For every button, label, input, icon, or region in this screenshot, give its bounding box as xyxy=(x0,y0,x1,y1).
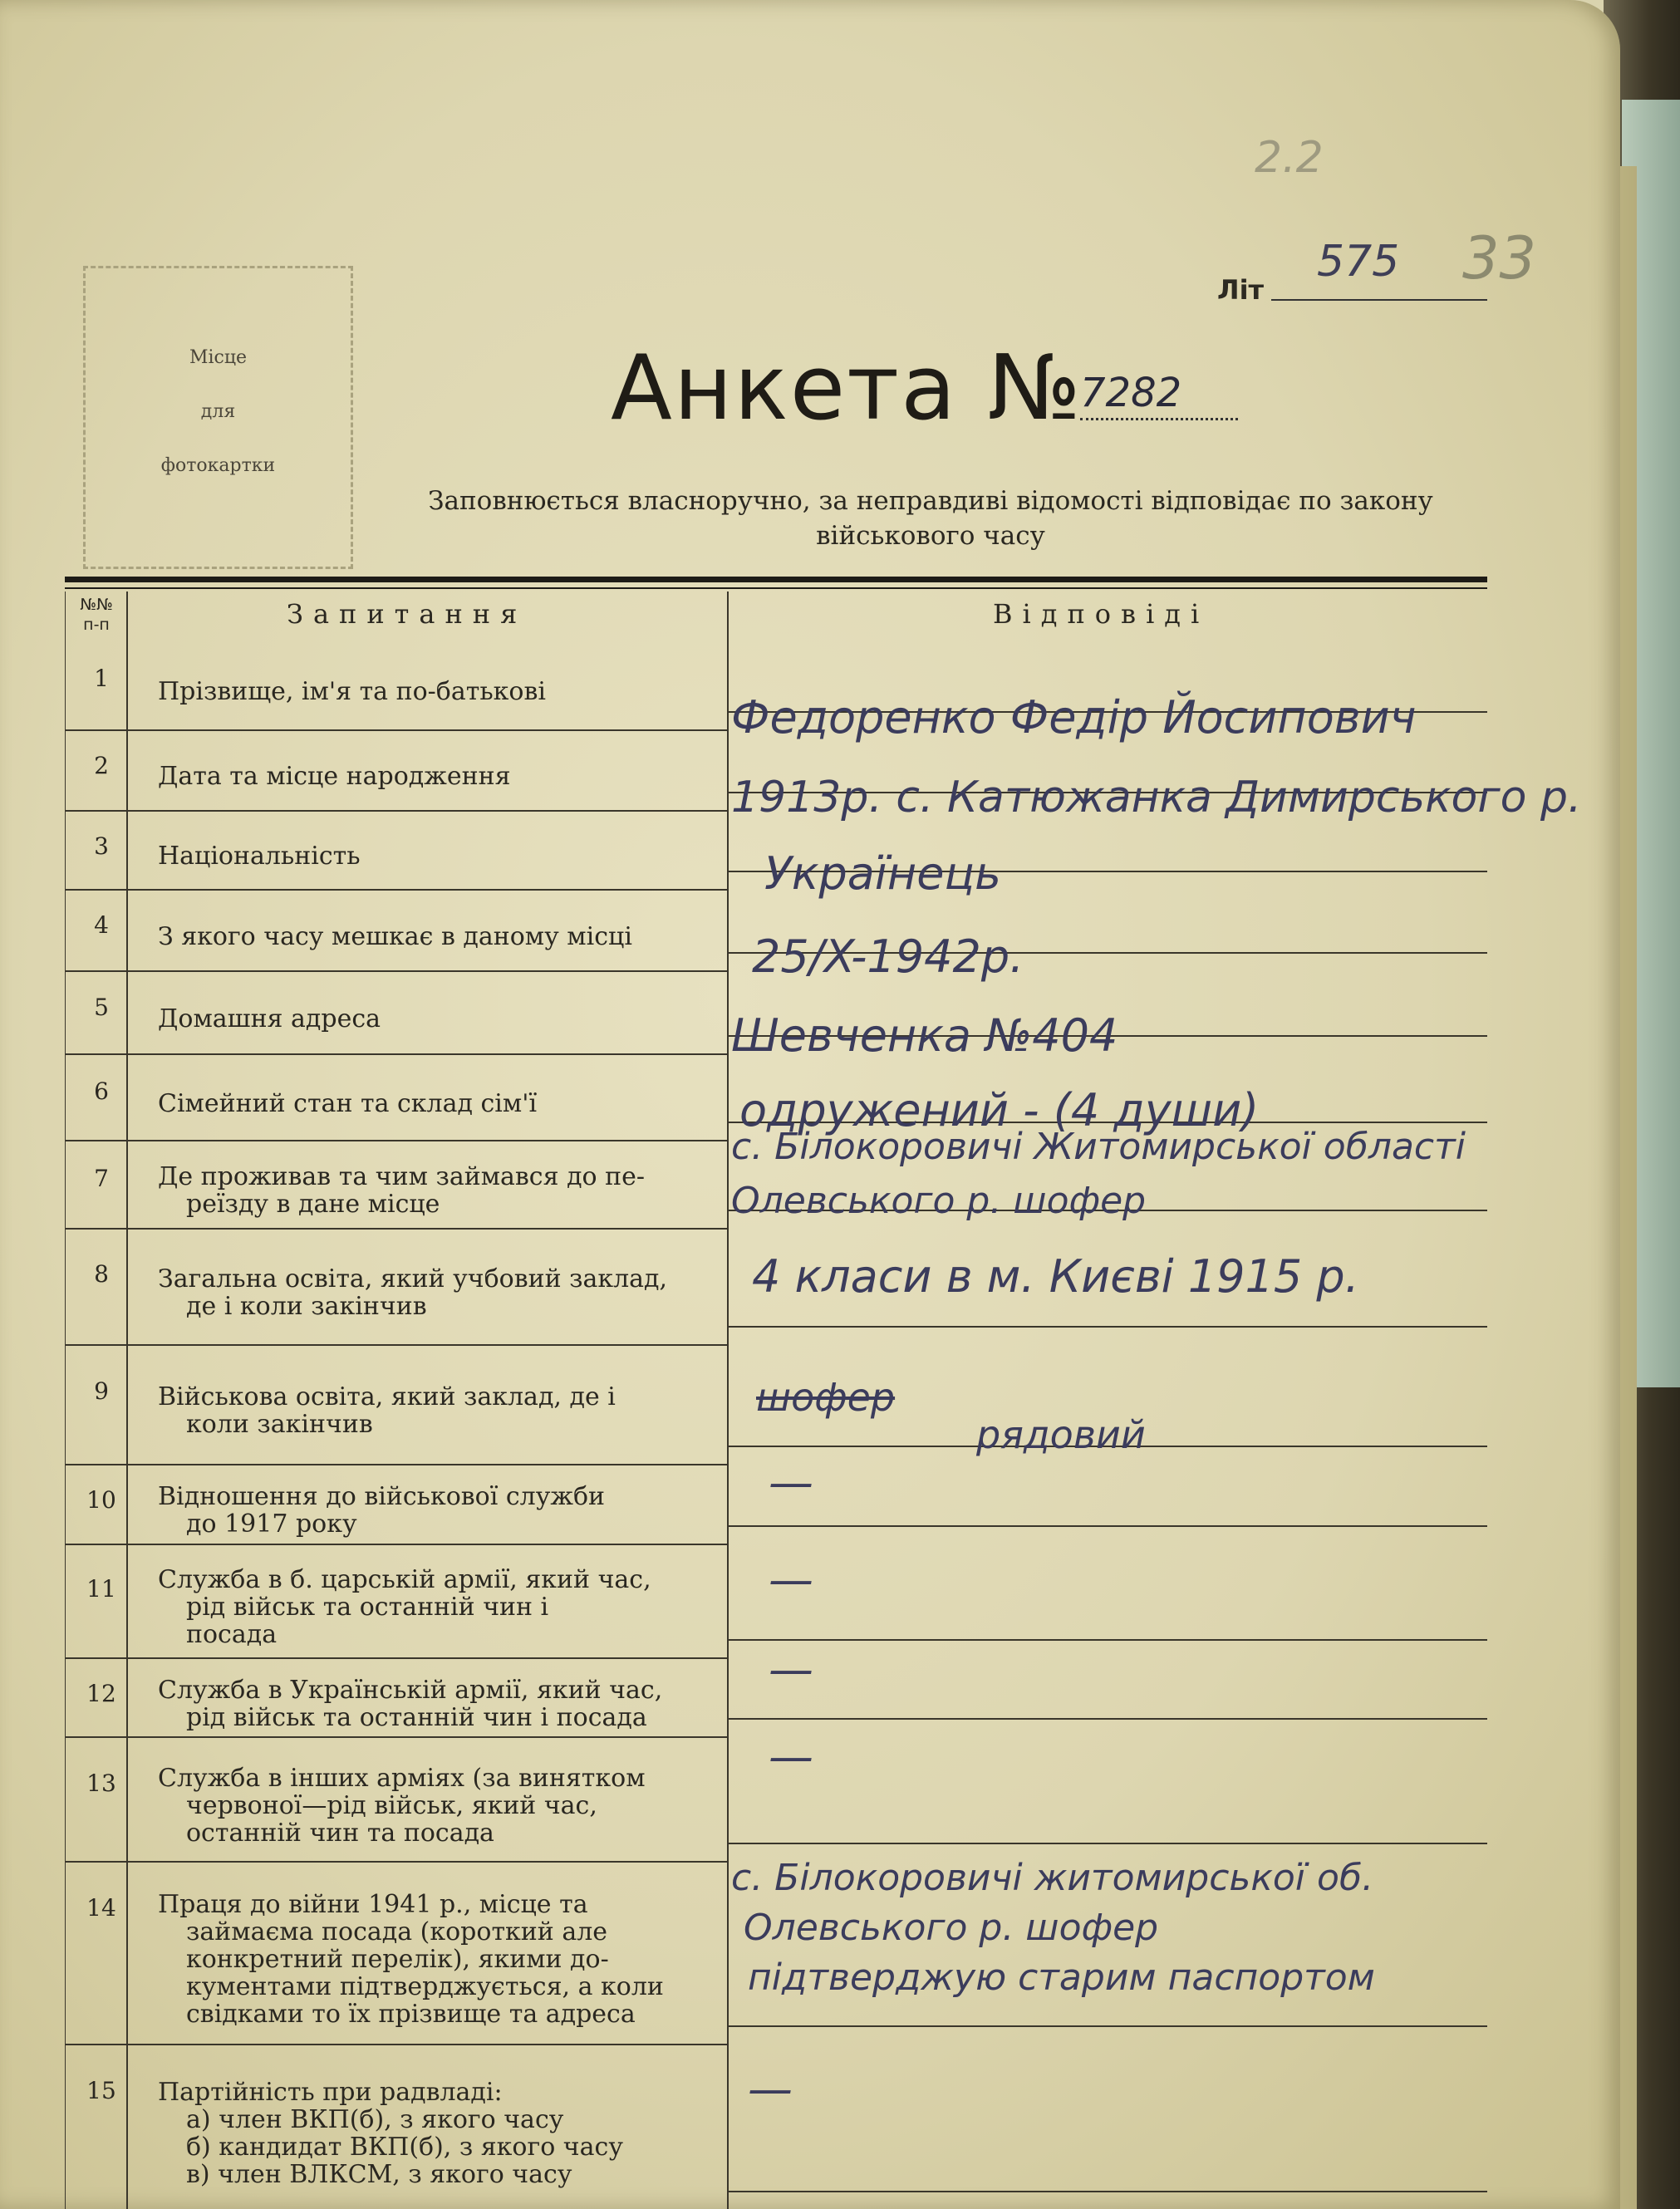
answer-underline xyxy=(728,1639,1487,1641)
question-line: б) кандидат ВКП(б), з якого часу xyxy=(186,2132,623,2162)
row-separator xyxy=(65,1464,728,1465)
row-separator xyxy=(65,889,728,891)
question-line: Де проживав та чим займався до пе- xyxy=(158,1162,646,1191)
question-line: а) член ВКП(б), з якого часу xyxy=(186,2104,564,2134)
row-question xyxy=(158,1005,723,1033)
row-question xyxy=(158,1383,723,1438)
row-question xyxy=(158,2079,723,2188)
answer-dash: — xyxy=(769,1730,813,1783)
row-question xyxy=(158,1265,723,1320)
row-number: 14 xyxy=(86,1894,116,1922)
answer-dash: — xyxy=(769,1643,813,1696)
row-question xyxy=(158,1090,723,1117)
row-separator xyxy=(65,1228,728,1230)
row-number: 5 xyxy=(94,994,109,1021)
form-number: 7282 xyxy=(1080,370,1182,416)
row-number: 7 xyxy=(94,1164,109,1192)
question-line: Дата та місце народження xyxy=(158,762,511,791)
row-answer: Українець xyxy=(764,847,1002,900)
row-answer: с. Білокоровичі житомирської об. xyxy=(731,1857,1374,1899)
question-line: З якого часу мешкає в даному місці xyxy=(158,921,632,951)
row-number: 3 xyxy=(94,832,109,860)
header-rule-thin xyxy=(65,587,1487,589)
photo-placeholder-line: для xyxy=(200,401,236,422)
answer-dash: — xyxy=(769,1456,813,1509)
question-line: Сімейний стан та склад сім'ї xyxy=(158,1088,538,1118)
question-line: конкретний перелік), якими до- xyxy=(186,1944,609,1974)
row-answer: 4 класи в м. Києві 1915 р. xyxy=(752,1250,1359,1303)
form-number-underline xyxy=(1080,418,1238,420)
row-answer: Олевського р. шофер xyxy=(744,1907,1159,1949)
row-question xyxy=(158,763,723,790)
answer-underline xyxy=(728,1326,1487,1328)
question-line: реїзду в дане місце xyxy=(186,1190,440,1219)
row-number: 11 xyxy=(86,1575,116,1603)
row-number: 10 xyxy=(86,1485,116,1514)
row-separator xyxy=(65,729,728,731)
row-answer: 25/X-1942р. xyxy=(752,930,1024,983)
row-separator xyxy=(65,1544,728,1545)
row-number: 13 xyxy=(86,1770,116,1797)
row-question xyxy=(158,1566,723,1648)
question-line: свідками то їх прізвище та адреса xyxy=(186,1999,636,2029)
lit-pencil-mark: 33 xyxy=(1462,224,1537,292)
answer-underline xyxy=(728,1843,1487,1844)
photo-placeholder-line: Місце xyxy=(189,347,248,368)
row-question xyxy=(158,923,723,950)
question-line: Служба в б. царській армії, який час, xyxy=(158,1565,651,1594)
row-separator xyxy=(65,1736,728,1738)
question-line: Загальна освіта, який учбовий заклад, xyxy=(158,1264,668,1293)
question-line: коли закінчив xyxy=(186,1410,373,1439)
row-answer: Олевського р. шофер xyxy=(731,1180,1147,1222)
row-answer: шофер xyxy=(756,1375,896,1420)
row-answer: рядовий xyxy=(976,1412,1146,1457)
row-answer: підтверджую старим паспортом xyxy=(748,1956,1375,1999)
pencil-mark: 2.2 xyxy=(1255,133,1324,183)
lit-value: 575 xyxy=(1317,237,1400,287)
question-line: Прізвище, ім'я та по-батькові xyxy=(158,676,546,706)
question-line: червоної—рід військ, який час, xyxy=(186,1790,597,1820)
col-num-header-line: №№ xyxy=(80,596,113,614)
photo-placeholder-line: фотокартки xyxy=(160,455,276,476)
question-line: в) член ВЛКСМ, з якого часу xyxy=(186,2159,572,2189)
question-line: Домашня адреса xyxy=(158,1004,381,1033)
question-line: Служба в Українській армії, який час, xyxy=(158,1675,663,1705)
question-line: де і коли закінчив xyxy=(186,1292,427,1321)
question-line: до 1917 року xyxy=(186,1509,357,1539)
question-line: Національність xyxy=(158,842,361,871)
col-question-header: Запитання xyxy=(287,598,528,630)
col-num-header xyxy=(71,595,121,635)
answer-underline xyxy=(728,2025,1487,2027)
row-question xyxy=(158,842,723,870)
row-separator xyxy=(65,1053,728,1055)
row-number: 12 xyxy=(86,1679,116,1707)
question-line: кументами підтверджується, а коли xyxy=(186,1971,664,2001)
question-line: Партійність при радвладі: xyxy=(158,2077,503,2107)
question-line: займаєма посада (короткий але xyxy=(186,1917,608,1946)
answer-dash: — xyxy=(748,2063,793,2115)
row-separator xyxy=(65,1140,728,1141)
row-number: 8 xyxy=(94,1260,109,1289)
row-question xyxy=(158,1891,723,2028)
row-number: 9 xyxy=(94,1377,109,1405)
answer-underline xyxy=(728,2191,1487,2192)
question-line: рід військ та останній чин і посада xyxy=(186,1702,647,1732)
row-separator xyxy=(65,1344,728,1346)
row-question xyxy=(158,1163,723,1218)
row-separator xyxy=(65,810,728,812)
column-divider xyxy=(727,592,729,2209)
col-answer-header: Відповіді xyxy=(993,598,1210,630)
row-answer: одружений - (4 души) xyxy=(739,1084,1260,1136)
header-rule xyxy=(65,577,1487,582)
photo-placeholder xyxy=(83,266,353,569)
row-number: 15 xyxy=(86,2077,116,2104)
lit-label: Літ xyxy=(1217,274,1265,306)
question-line: Відношення до військової служби xyxy=(158,1482,606,1511)
row-number: 2 xyxy=(94,752,109,780)
answer-dash: — xyxy=(769,1554,813,1606)
lit-underline xyxy=(1271,299,1487,301)
column-divider xyxy=(65,592,66,2209)
row-separator xyxy=(65,1861,728,1863)
question-line: посада xyxy=(186,1620,278,1649)
row-question xyxy=(158,1483,723,1538)
row-separator xyxy=(65,1657,728,1659)
question-line: Служба в інших арміях (за винятком xyxy=(158,1763,646,1793)
row-question xyxy=(158,1676,723,1731)
question-line: Праця до війни 1941 р., місце та xyxy=(158,1889,588,1919)
row-number: 6 xyxy=(94,1078,109,1106)
row-question xyxy=(158,1765,723,1847)
row-number: 4 xyxy=(94,911,109,940)
row-answer: Шевченка №404 xyxy=(731,1009,1118,1062)
question-line: Військова освіта, який заклад, де і xyxy=(158,1382,616,1411)
answer-underline xyxy=(728,1718,1487,1720)
row-answer: с. Білокоровичі Житомирської області xyxy=(731,1126,1466,1168)
form-subtitle: Заповнюється власноручно, за неправдиві відомості відповідає по закону військового часу xyxy=(428,486,1433,551)
row-answer: 1913р. с. Катюжанка Димирського р. xyxy=(731,773,1582,822)
row-number: 1 xyxy=(94,665,109,693)
row-separator xyxy=(65,970,728,972)
row-question xyxy=(158,678,723,705)
answer-underline xyxy=(728,1525,1487,1527)
row-separator xyxy=(65,2044,728,2045)
form-title: Анкета № xyxy=(611,336,1083,440)
col-num-header-line: п-п xyxy=(83,616,110,634)
question-line: останній чин та посада xyxy=(186,1818,494,1848)
question-line: рід військ та останній чин і xyxy=(186,1593,549,1622)
row-answer: Федоренко Федір Йосипович xyxy=(731,691,1417,744)
